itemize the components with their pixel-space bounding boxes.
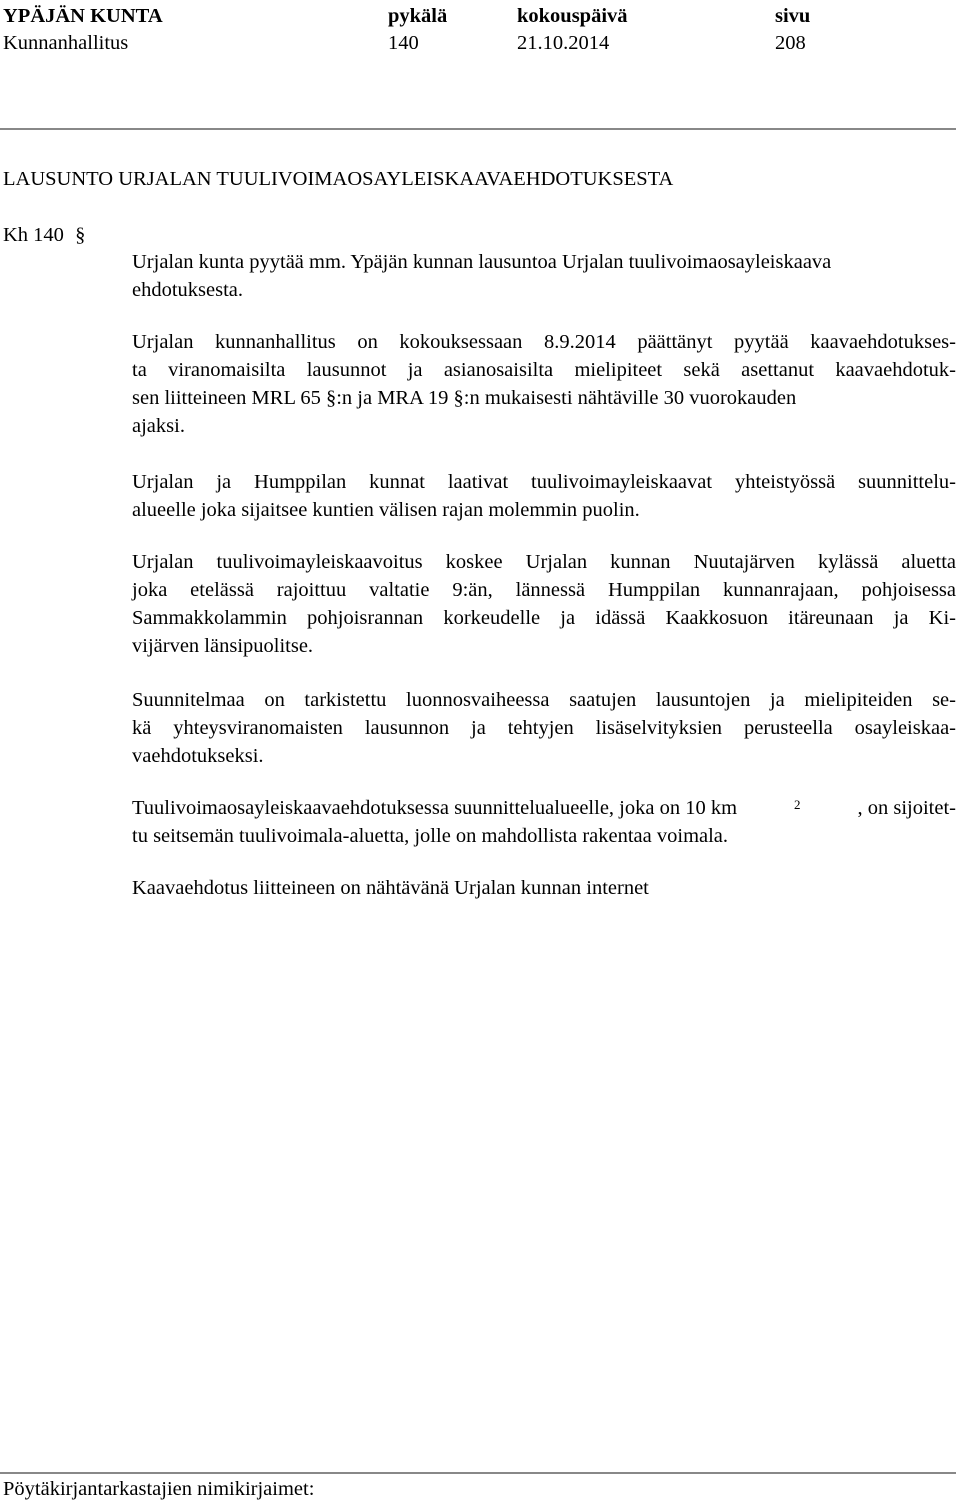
paragraph-line <box>132 794 956 822</box>
paragraph-line: tu seitsemän tuulivoimala-aluetta, jolle on mahdollista rakentaa voimala. <box>132 825 729 847</box>
meeting-date: 21.10.2014 <box>517 32 610 54</box>
body-name: Kunnanhallitus <box>3 32 129 54</box>
paragraph-line: Suunnitelmaa on tarkistettu luonnosvaiheessa saatujen lausuntojen ja mielipiteiden se- <box>132 689 956 711</box>
item-label-text: Kh 140 <box>3 224 64 246</box>
paragraph-7 <box>132 874 956 902</box>
paragraph-5 <box>132 686 956 770</box>
paragraph-line: Sammakkolammin pohjoisrannan korkeudelle ja idässä Kaakkosuon itäreunaan ja Ki- <box>132 607 956 629</box>
paragraph-line: Kaavaehdotus liitteineen on nähtävänä Urjalan kunnan internet <box>132 877 649 899</box>
section-number: 140 <box>388 32 419 54</box>
footer-divider <box>0 1472 956 1474</box>
paragraph-line: vijärven länsipuolitse. <box>132 635 314 657</box>
paragraph-1 <box>132 248 956 304</box>
paragraph-3 <box>132 468 956 524</box>
area-text-before: Tuulivoimaosayleiskaavaehdotuksessa suunnittelualueelle, joka on 10 km <box>132 797 738 819</box>
paragraph-6 <box>132 794 956 850</box>
paragraph-line: Urjalan kunnanhallitus on kokouksessaan 8.9.2014 päättänyt pyytää kaavaehdotukses- <box>132 331 956 353</box>
document-title: LAUSUNTO URJALAN TUULIVOIMAOSAYLEISKAAVAEHDOTUKSESTA <box>3 168 674 190</box>
paragraph-2 <box>132 328 956 440</box>
paragraph-4 <box>132 548 956 660</box>
item-label <box>3 224 85 247</box>
area-superscript: 2 <box>794 797 801 812</box>
section-column-label: pykälä <box>388 5 448 27</box>
paragraph-line: ehdotuksesta. <box>132 279 244 301</box>
section-symbol: § <box>75 224 86 246</box>
paragraph-line: kä yhteysviranomaisten lausunnon ja tehtyjen lisäselvityksien perusteella osayleiskaa- <box>132 717 956 739</box>
paragraph-line: Urjalan tuulivoimayleiskaavoitus koskee Urjalan kunnan Nuutajärven kylässä aluetta <box>132 551 956 573</box>
date-column-label: kokouspäivä <box>517 5 628 27</box>
paragraph-line: vaehdotukseksi. <box>132 745 264 767</box>
footer-initials-label: Pöytäkirjantarkastajien nimikirjaimet: <box>3 1478 315 1500</box>
paragraph-line: Urjalan kunta pyytää mm. Ypäjän kunnan lausuntoa Urjalan tuulivoimaosayleiskaava <box>132 251 832 273</box>
paragraph-line: sen liitteineen MRL 65 §:n ja MRA 19 §:n mukaisesti nähtäville 30 vuorokauden <box>132 387 797 409</box>
organization-name: YPÄJÄN KUNTA <box>3 5 163 27</box>
paragraph-line: alueelle joka sijaitsee kuntien välisen rajan molemmin puolin. <box>132 499 640 521</box>
paragraph-line: joka etelässä rajoittuu valtatie 9:än, lännessä Humppilan kunnanrajaan, pohjoisessa <box>132 579 956 601</box>
page-column-label: sivu <box>775 5 811 27</box>
paragraph-line: ajaksi. <box>132 415 185 437</box>
header-divider <box>0 128 956 130</box>
area-text-after: , on sijoitet- <box>857 797 956 819</box>
page-number: 208 <box>775 32 806 54</box>
paragraph-line: Urjalan ja Humppilan kunnat laativat tuulivoimayleiskaavat yhteistyössä suunnittelu- <box>132 471 956 493</box>
paragraph-line: ta viranomaisilta lausunnot ja asianosaisilta mielipiteet sekä asettanut kaavaehdotuk- <box>132 359 956 381</box>
